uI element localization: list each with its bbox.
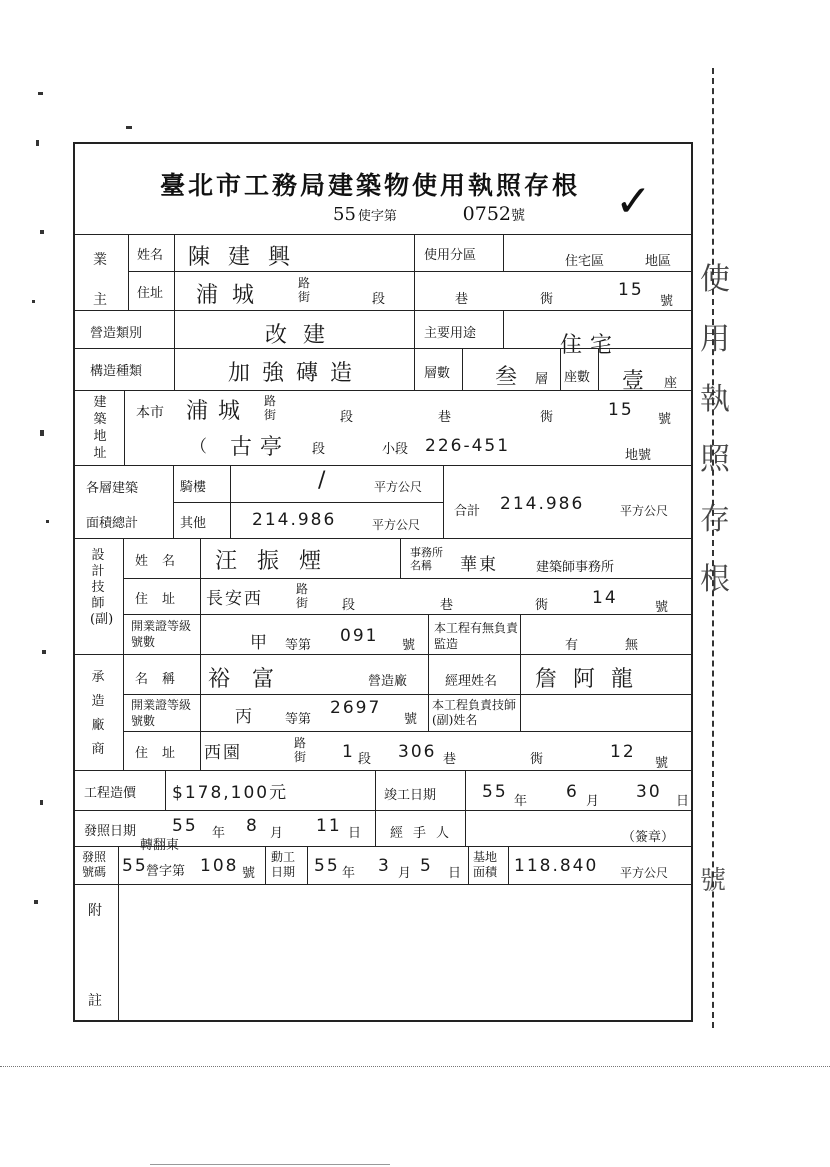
floors-unit: 層: [535, 372, 549, 387]
rule: [73, 770, 693, 771]
manager-label: 經理姓名: [445, 674, 498, 689]
designer-reg-suffix: 號: [402, 638, 416, 653]
main-use-value: 住宅: [560, 333, 621, 358]
scan-speck: [32, 300, 35, 303]
rule: [503, 310, 504, 348]
contractor-name-label: 名稱: [135, 672, 190, 687]
rule: [73, 538, 693, 539]
contractor-road-label: 路街: [293, 736, 306, 764]
designer-section-label: 設計技師(副): [90, 548, 114, 627]
rule: [400, 538, 401, 578]
count-label: 座數: [564, 370, 591, 385]
rule: [73, 390, 693, 391]
rule: [123, 578, 693, 579]
issue-day: 11: [316, 816, 342, 836]
contractor-house-no: 12: [610, 742, 636, 762]
scan-speck: [126, 126, 132, 129]
other-value: 214.986: [252, 510, 337, 530]
land-area-unit: 平方公尺: [620, 866, 669, 880]
license-suffix: 號: [511, 208, 526, 224]
site-city: 本市: [136, 405, 164, 421]
owner-house-suffix: 號: [660, 294, 674, 309]
designer-section-word: 段: [342, 598, 356, 613]
office-label: 事務所名稱: [410, 546, 443, 572]
rule: [165, 770, 166, 810]
bottom-edge-line: [0, 1066, 830, 1067]
designer-name: 汪振煙: [215, 549, 342, 574]
rule: [174, 234, 175, 310]
rule: [428, 654, 429, 731]
area-label-bottom: 面積總計: [86, 516, 139, 531]
owner-house-no: 15: [618, 280, 644, 300]
count-value: 壹: [622, 369, 649, 394]
rule: [174, 310, 175, 390]
issue-label: 發照日期: [84, 824, 137, 839]
footer-line: [150, 1164, 390, 1165]
scan-speck: [38, 92, 43, 95]
start-year: 55: [314, 856, 340, 876]
rule: [128, 234, 129, 310]
rule: [465, 770, 466, 810]
rule: [73, 884, 693, 885]
site-road-label: 路街: [263, 394, 276, 422]
page-edge: [712, 68, 714, 1028]
remarks-label-top: 附: [88, 903, 102, 919]
designer-reg-label: 開業證等級號數: [131, 619, 192, 649]
seal-label: （簽章）: [622, 830, 675, 845]
arcade-value: /: [318, 468, 330, 493]
permit-suffix: 號: [242, 866, 256, 881]
rule: [123, 694, 693, 695]
office-hand: 華東: [460, 555, 498, 575]
contractor-section-label: 承造廠商: [91, 670, 105, 757]
rule: [200, 538, 201, 770]
designer-road-label: 路街: [295, 582, 308, 610]
contractor-name-suffix: 營造廠: [368, 674, 408, 689]
rule: [173, 465, 174, 538]
office-print: 建築師事務所: [536, 560, 615, 575]
rule: [73, 465, 693, 466]
rule: [414, 310, 415, 390]
designer-address-label: 住址: [135, 592, 190, 607]
site-section-label: 建築地址: [93, 395, 107, 461]
rule: [503, 234, 504, 272]
start-day-unit: 日: [448, 866, 462, 881]
floors-label: 層數: [424, 366, 451, 381]
permit-year: 55: [122, 856, 148, 876]
site-alley-word: 衖: [540, 410, 554, 425]
side-bleed-text: 使用執照存根: [700, 262, 730, 597]
rule: [428, 614, 429, 654]
land-area-label: 基地面積: [473, 850, 498, 879]
completion-label: 竣工日期: [384, 788, 437, 803]
issue-month: 8: [246, 816, 259, 836]
completion-day: 30: [636, 782, 662, 802]
main-use-label: 主要用途: [424, 326, 477, 341]
contractor-reg-no: 2697: [330, 698, 382, 718]
designer-address-road: 長安西: [206, 589, 263, 609]
area-label-top: 各層建築: [86, 481, 139, 496]
scan-speck: [40, 430, 44, 436]
land-section-word: 段: [312, 442, 326, 457]
build-type-value: 改建: [265, 323, 342, 348]
contractor-house-suffix: 號: [655, 756, 669, 771]
start-month: 3: [378, 856, 391, 876]
designer-house-suffix: 號: [655, 600, 669, 615]
rule: [73, 234, 693, 235]
zone-label: 使用分區: [424, 248, 477, 263]
cost-label: 工程造價: [84, 786, 137, 801]
structure-value: 加強磚造: [228, 361, 365, 386]
issue-day-unit: 日: [348, 826, 362, 841]
supervise-yes: 有: [565, 638, 579, 653]
permit-note: 轉翻東: [140, 838, 180, 853]
rule: [124, 390, 125, 465]
cost-value: $178,100元: [172, 783, 289, 803]
owner-name-label: 姓名: [137, 248, 164, 263]
rule: [375, 810, 376, 846]
arcade-label: 騎樓: [180, 480, 207, 495]
zone-suffix: 地區: [645, 254, 672, 269]
rule: [118, 846, 119, 1020]
form-frame: [73, 142, 693, 1022]
start-month-unit: 月: [398, 866, 412, 881]
license-prefix: 55: [333, 204, 356, 225]
site-road: 浦城: [186, 399, 251, 424]
contractor-address-label: 住址: [135, 746, 190, 761]
rule: [520, 654, 521, 731]
permit-label: 發照號碼: [82, 850, 107, 879]
contractor-lane-word: 巷: [443, 752, 457, 767]
contractor-section-word: 段: [358, 752, 372, 767]
side-mark: 號: [700, 866, 727, 896]
owner-section-word: 段: [372, 292, 386, 307]
designer-lane-word: 巷: [440, 598, 454, 613]
site-lane-word: 巷: [438, 410, 452, 425]
contractor-reg-label: 開業證等級號數: [131, 698, 192, 728]
total-unit: 平方公尺: [620, 504, 669, 518]
handler-label: 經手人: [390, 826, 460, 841]
scan-speck: [36, 140, 39, 146]
rule: [230, 465, 231, 538]
contractor-alley-word: 衖: [530, 752, 544, 767]
start-year-unit: 年: [342, 866, 356, 881]
site-house-suffix: 號: [658, 412, 672, 427]
rule: [414, 234, 415, 310]
scan-speck: [40, 800, 43, 805]
contractor-reg-mid: 等第: [285, 712, 312, 727]
rule: [123, 614, 693, 615]
land-area-value: 118.840: [514, 856, 599, 876]
arcade-unit: 平方公尺: [374, 480, 423, 494]
owner-lane-word: 巷: [455, 292, 469, 307]
total-label: 合計: [454, 504, 481, 519]
contractor-name: 裕富: [208, 667, 297, 692]
land-open-paren: （: [190, 437, 209, 457]
start-label: 動工日期: [271, 850, 296, 879]
rule: [128, 271, 693, 272]
count-unit: 座: [664, 376, 678, 391]
license-no-value: 0752: [462, 203, 512, 225]
zone-value: 住宅區: [565, 254, 605, 269]
contractor-reg-grade: 丙: [235, 707, 254, 727]
owner-name: 陳建興: [188, 245, 309, 270]
contractor-reg-suffix: 號: [404, 712, 418, 727]
document-title: 臺北市工務局建築物使用執照存根: [160, 171, 581, 200]
completion-month-unit: 月: [586, 794, 600, 809]
land-subsection-word: 小段: [382, 442, 409, 457]
contractor-lane-no: 306: [398, 742, 437, 762]
scan-speck: [40, 230, 44, 234]
rule: [465, 810, 466, 846]
rule: [468, 846, 469, 884]
owner-section-label: 業主: [93, 252, 107, 308]
rule: [123, 538, 124, 770]
designer-reg-grade: 甲: [250, 633, 269, 653]
build-type-label: 營造類別: [90, 326, 143, 341]
other-label: 其他: [180, 516, 207, 531]
site-section-word: 段: [340, 410, 354, 425]
rule: [508, 846, 509, 884]
rule: [73, 654, 693, 655]
scan-speck: [46, 520, 49, 523]
license-mid: 使字第: [357, 209, 397, 224]
rule: [520, 614, 521, 654]
rule: [375, 770, 376, 810]
issue-month-unit: 月: [270, 826, 284, 841]
completion-year: 55: [482, 782, 508, 802]
other-unit: 平方公尺: [372, 518, 421, 532]
structure-label: 構造種類: [90, 364, 143, 379]
manager-name: 詹阿龍: [535, 667, 650, 692]
completion-day-unit: 日: [676, 794, 690, 809]
permit-no: 108: [200, 856, 239, 876]
supervise-no: 無: [625, 638, 639, 653]
land-lot-suffix: 地號: [625, 448, 652, 463]
tech-label: 本工程負責技師(副)姓名: [432, 698, 517, 727]
remarks-label-bottom: 註: [88, 993, 102, 1009]
floors-value: 叁: [495, 365, 522, 390]
rule: [73, 810, 693, 811]
rule: [265, 846, 266, 884]
scan-speck: [42, 650, 46, 654]
rule: [123, 731, 693, 732]
completion-year-unit: 年: [514, 794, 528, 809]
designer-name-label: 姓名: [135, 554, 190, 569]
issue-year-unit: 年: [212, 826, 226, 841]
owner-address-city: 浦城: [196, 283, 269, 308]
rule: [307, 846, 308, 884]
check-mark: ✓: [615, 176, 652, 227]
land-lot-no: 226-451: [425, 436, 511, 456]
owner-road-label: 路街: [297, 276, 310, 304]
site-house-no: 15: [608, 400, 634, 420]
rule: [73, 310, 693, 311]
rule: [443, 465, 444, 538]
designer-reg-no: 091: [340, 626, 379, 646]
designer-reg-mid: 等第: [285, 638, 312, 653]
contractor-section-no: 1: [342, 742, 355, 762]
owner-address-label: 住址: [137, 286, 164, 301]
completion-month: 6: [566, 782, 579, 802]
designer-house-no: 14: [592, 588, 618, 608]
rule: [173, 502, 443, 503]
contractor-address-road: 西園: [204, 743, 242, 763]
designer-alley-word: 衖: [535, 598, 549, 613]
issue-year: 55: [172, 816, 198, 836]
owner-alley-word: 衖: [540, 292, 554, 307]
permit-mid: 營字第: [146, 864, 186, 879]
start-day: 5: [420, 856, 433, 876]
supervise-label: 本工程有無負責監造: [434, 621, 519, 651]
rule: [462, 348, 463, 390]
scan-speck: [34, 900, 38, 904]
land-section: 古亭: [230, 435, 291, 460]
total-value: 214.986: [500, 494, 585, 514]
